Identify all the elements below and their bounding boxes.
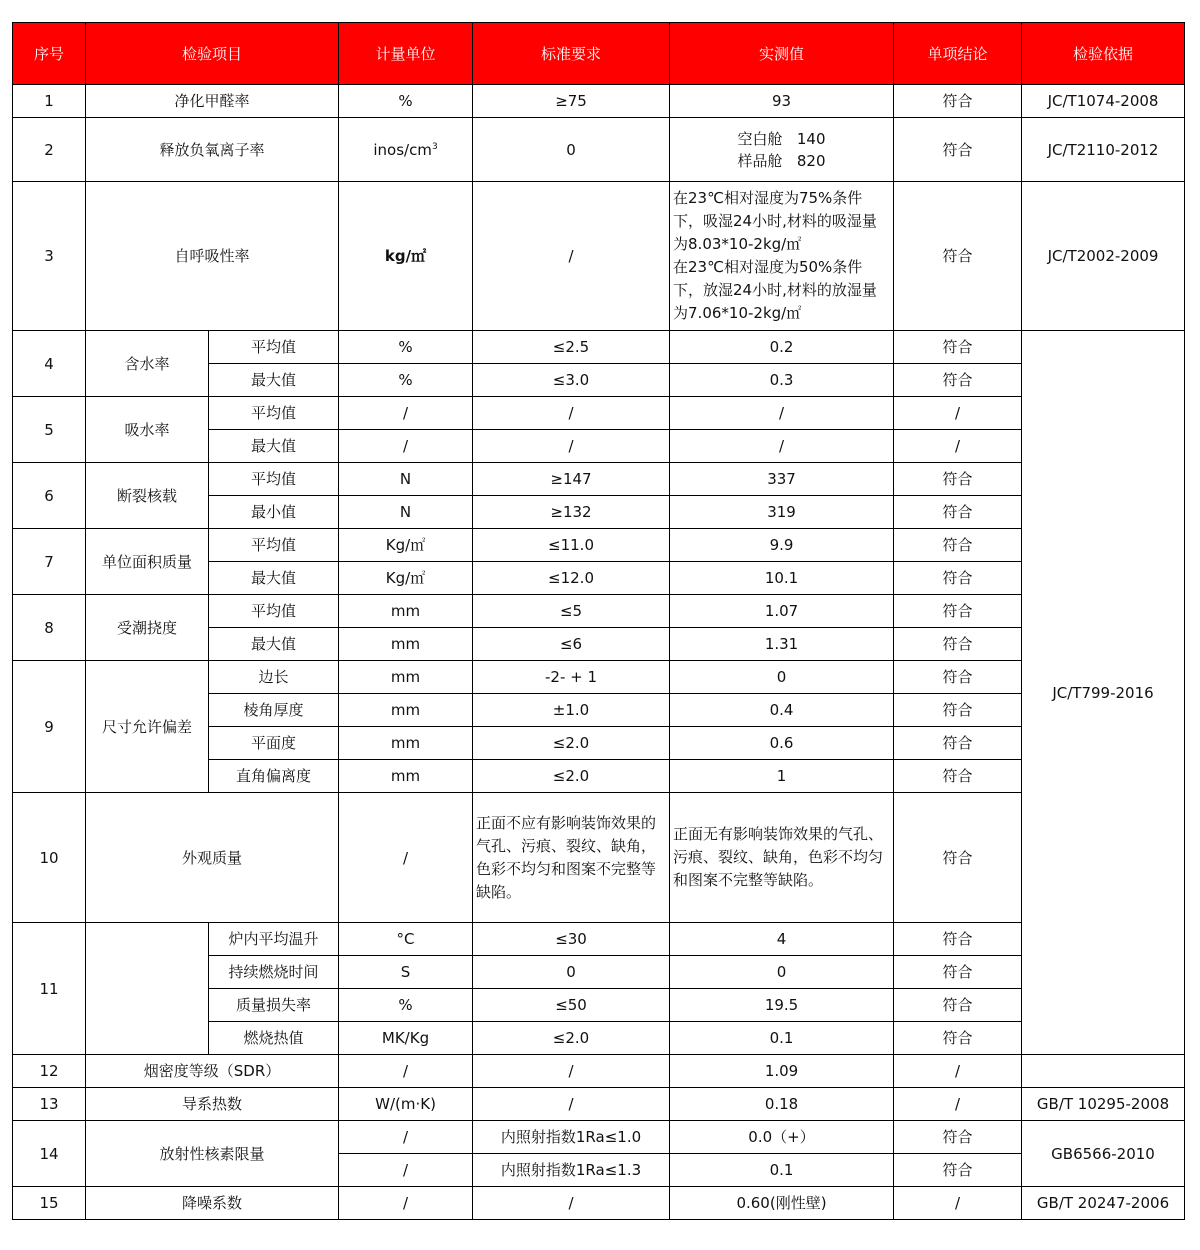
row-no: 1 — [13, 85, 86, 118]
row-no: 10 — [13, 793, 86, 923]
row-measured: 0.60(刚性壁) — [670, 1187, 894, 1220]
row-measured: 0.18 — [670, 1088, 894, 1121]
row-unit: mm — [339, 661, 473, 694]
row-conclusion: 符合 — [894, 727, 1022, 760]
measured-line-blank: 空白舱 140 — [737, 129, 826, 148]
row-measured: / — [670, 397, 894, 430]
row-conclusion: 符合 — [894, 956, 1022, 989]
row-requirement: 0 — [473, 956, 670, 989]
row-item: 尺寸允许偏差 — [86, 661, 209, 793]
row-requirement: ≥132 — [473, 496, 670, 529]
row-unit: mm — [339, 694, 473, 727]
row-item: 烟密度等级（SDR） — [86, 1055, 339, 1088]
row-measured: 0.1 — [670, 1022, 894, 1055]
row-unit: % — [339, 85, 473, 118]
row-conclusion: 符合 — [894, 182, 1022, 331]
row-no: 14 — [13, 1121, 86, 1187]
row-requirement: ≤12.0 — [473, 562, 670, 595]
row-subitem: 最大值 — [209, 430, 339, 463]
row-unit: % — [339, 331, 473, 364]
unit-superscript: 3 — [431, 141, 438, 152]
row-subitem: 燃烧热值 — [209, 1022, 339, 1055]
row-no: 4 — [13, 331, 86, 397]
row-no: 9 — [13, 661, 86, 793]
row-conclusion: 符合 — [894, 793, 1022, 923]
row-subitem: 直角偏离度 — [209, 760, 339, 793]
row-basis: JC/T2110-2012 — [1022, 118, 1185, 182]
row-subitem: 平均值 — [209, 529, 339, 562]
row-item — [86, 923, 209, 1055]
unit-base: inos/cm — [373, 140, 432, 159]
row-requirement: ≤2.0 — [473, 760, 670, 793]
header-requirement: 标准要求 — [473, 23, 670, 85]
row-unit: % — [339, 364, 473, 397]
row-measured: 0.6 — [670, 727, 894, 760]
row-measured: 0 — [670, 956, 894, 989]
row-subitem: 最小值 — [209, 496, 339, 529]
row-unit: mm — [339, 628, 473, 661]
row-subitem: 炉内平均温升 — [209, 923, 339, 956]
row-conclusion: 符合 — [894, 1154, 1022, 1187]
table-row — [13, 182, 1185, 331]
row-requirement: ≤2.5 — [473, 331, 670, 364]
row-unit: / — [339, 430, 473, 463]
row-requirement: / — [473, 182, 670, 331]
row-unit: mm — [339, 727, 473, 760]
row-requirement: ≤50 — [473, 989, 670, 1022]
row-measured: 19.5 — [670, 989, 894, 1022]
row-basis: GB/T 10295-2008 — [1022, 1088, 1185, 1121]
row-item: 吸水率 — [86, 397, 209, 463]
row-basis: JC/T1074-2008 — [1022, 85, 1185, 118]
row-measured: 1.09 — [670, 1055, 894, 1088]
row-item: 外观质量 — [86, 793, 339, 923]
table-row — [13, 85, 1185, 118]
row-unit: N — [339, 496, 473, 529]
row-requirement: ≤30 — [473, 923, 670, 956]
row-subitem: 棱角厚度 — [209, 694, 339, 727]
row-subitem: 边长 — [209, 661, 339, 694]
table-row — [13, 118, 1185, 182]
header-no: 序号 — [13, 23, 86, 85]
row-conclusion: 符合 — [894, 529, 1022, 562]
row-item: 导系热数 — [86, 1088, 339, 1121]
row-conclusion: 符合 — [894, 1121, 1022, 1154]
table-row — [13, 923, 1185, 956]
row-no: 3 — [13, 182, 86, 331]
row-measured: 319 — [670, 496, 894, 529]
row-item: 含水率 — [86, 331, 209, 397]
row-item: 受潮挠度 — [86, 595, 209, 661]
row-subitem: 持续燃烧时间 — [209, 956, 339, 989]
row-conclusion: 符合 — [894, 923, 1022, 956]
row-subitem: 最大值 — [209, 364, 339, 397]
row-unit: °C — [339, 923, 473, 956]
header-item: 检验项目 — [86, 23, 339, 85]
table-row — [13, 331, 1185, 364]
row-requirement: ≤5 — [473, 595, 670, 628]
row-basis: JC/T799-2016 — [1022, 331, 1185, 1055]
row-conclusion: / — [894, 1187, 1022, 1220]
header-basis: 检验依据 — [1022, 23, 1185, 85]
row-conclusion: 符合 — [894, 562, 1022, 595]
row-item: 释放负氧离子率 — [86, 118, 339, 182]
row-measured: 0.4 — [670, 694, 894, 727]
row-measured: / — [670, 430, 894, 463]
row-basis: JC/T2002-2009 — [1022, 182, 1185, 331]
row-basis: GB6566-2010 — [1022, 1121, 1185, 1187]
row-no: 12 — [13, 1055, 86, 1088]
row-measured: 0.3 — [670, 364, 894, 397]
row-conclusion: 符合 — [894, 496, 1022, 529]
header-measured: 实测值 — [670, 23, 894, 85]
row-no: 11 — [13, 923, 86, 1055]
row-unit: / — [339, 1187, 473, 1220]
row-conclusion: / — [894, 430, 1022, 463]
row-requirement: ≤2.0 — [473, 727, 670, 760]
row-conclusion: 符合 — [894, 694, 1022, 727]
header-conclusion: 单项结论 — [894, 23, 1022, 85]
row-unit: Kg/㎡ — [339, 529, 473, 562]
table-row — [13, 529, 1185, 562]
row-item: 单位面积质量 — [86, 529, 209, 595]
row-unit: % — [339, 989, 473, 1022]
row-conclusion: 符合 — [894, 331, 1022, 364]
row-conclusion: 符合 — [894, 661, 1022, 694]
row-unit: S — [339, 956, 473, 989]
row-measured: 0.1 — [670, 1154, 894, 1187]
row-requirement: / — [473, 1187, 670, 1220]
table-row — [13, 661, 1185, 694]
row-subitem: 平均值 — [209, 397, 339, 430]
row-measured: 10.1 — [670, 562, 894, 595]
row-measured: 正面无有影响装饰效果的气孔、污痕、裂纹、缺角，色彩不均匀和图案不完整等缺陷。 — [670, 793, 894, 923]
row-requirement: ≤11.0 — [473, 529, 670, 562]
row-requirement: 0 — [473, 118, 670, 182]
row-unit: MK/Kg — [339, 1022, 473, 1055]
row-requirement: ≤6 — [473, 628, 670, 661]
row-conclusion: 符合 — [894, 364, 1022, 397]
row-unit — [339, 118, 473, 182]
row-subitem: 平均值 — [209, 331, 339, 364]
row-unit: / — [339, 1121, 473, 1154]
row-unit: / — [339, 397, 473, 430]
row-requirement: / — [473, 1055, 670, 1088]
row-item: 降噪系数 — [86, 1187, 339, 1220]
row-measured: 在23℃相对湿度为75%条件下，吸湿24小时,材料的吸湿量为8.03*10-2kg/㎡ 在23℃相对湿度为50%条件下，放湿24小时,材料的放湿量为7.06*10-2kg/㎡ — [670, 182, 894, 331]
row-conclusion: 符合 — [894, 85, 1022, 118]
header-unit: 计量单位 — [339, 23, 473, 85]
row-requirement: ≤2.0 — [473, 1022, 670, 1055]
row-conclusion: / — [894, 1055, 1022, 1088]
table-row — [13, 793, 1185, 923]
row-no: 13 — [13, 1088, 86, 1121]
row-requirement: / — [473, 397, 670, 430]
row-requirement: ±1.0 — [473, 694, 670, 727]
header-row — [13, 23, 1185, 85]
measured-line-sample: 样品舱 820 — [737, 151, 826, 170]
row-subitem: 质量损失率 — [209, 989, 339, 1022]
row-requirement: 内照射指数1Ra≤1.0 — [473, 1121, 670, 1154]
row-conclusion: 符合 — [894, 760, 1022, 793]
row-no: 8 — [13, 595, 86, 661]
row-requirement: ≥147 — [473, 463, 670, 496]
row-requirement: 正面不应有影响装饰效果的气孔、污痕、裂纹、缺角，色彩不均匀和图案不完整等缺陷。 — [473, 793, 670, 923]
row-requirement: / — [473, 1088, 670, 1121]
row-unit: / — [339, 1055, 473, 1088]
row-conclusion: 符合 — [894, 463, 1022, 496]
row-measured — [670, 118, 894, 182]
row-measured: 337 — [670, 463, 894, 496]
row-unit: / — [339, 793, 473, 923]
row-conclusion: 符合 — [894, 118, 1022, 182]
row-no: 15 — [13, 1187, 86, 1220]
row-measured: 1.07 — [670, 595, 894, 628]
row-unit: Kg/㎡ — [339, 562, 473, 595]
row-subitem: 最大值 — [209, 628, 339, 661]
row-measured: 1 — [670, 760, 894, 793]
row-measured: 9.9 — [670, 529, 894, 562]
table-row — [13, 397, 1185, 430]
row-subitem: 平均值 — [209, 595, 339, 628]
row-subitem: 最大值 — [209, 562, 339, 595]
row-conclusion: 符合 — [894, 1022, 1022, 1055]
inspection-report-table — [12, 22, 1185, 1220]
row-item: 放射性核素限量 — [86, 1121, 339, 1187]
row-subitem: 平面度 — [209, 727, 339, 760]
row-requirement: ≤3.0 — [473, 364, 670, 397]
row-conclusion: 符合 — [894, 628, 1022, 661]
row-unit: N — [339, 463, 473, 496]
row-no: 6 — [13, 463, 86, 529]
row-conclusion: / — [894, 397, 1022, 430]
row-item: 自呼吸性率 — [86, 182, 339, 331]
row-measured: 93 — [670, 85, 894, 118]
row-requirement: 内照射指数1Ra≤1.3 — [473, 1154, 670, 1187]
row-unit: kg/㎡ — [339, 182, 473, 331]
row-item: 断裂核载 — [86, 463, 209, 529]
row-measured: 0.0（+） — [670, 1121, 894, 1154]
row-requirement: / — [473, 430, 670, 463]
row-unit: / — [339, 1154, 473, 1187]
row-basis: GB/T 20247-2006 — [1022, 1187, 1185, 1220]
row-conclusion: 符合 — [894, 989, 1022, 1022]
row-measured: 0 — [670, 661, 894, 694]
row-requirement: ≥75 — [473, 85, 670, 118]
table-row — [13, 1088, 1185, 1121]
row-unit: mm — [339, 595, 473, 628]
table-row — [13, 1187, 1185, 1220]
table-row — [13, 1121, 1185, 1154]
row-subitem: 平均值 — [209, 463, 339, 496]
table-row — [13, 1055, 1185, 1088]
row-no: 5 — [13, 397, 86, 463]
row-item: 净化甲醛率 — [86, 85, 339, 118]
row-no: 2 — [13, 118, 86, 182]
table-row — [13, 595, 1185, 628]
row-measured: 1.31 — [670, 628, 894, 661]
row-conclusion: / — [894, 1088, 1022, 1121]
row-measured: 4 — [670, 923, 894, 956]
row-unit: W/(m·K) — [339, 1088, 473, 1121]
row-no: 7 — [13, 529, 86, 595]
row-requirement: -2- + 1 — [473, 661, 670, 694]
row-measured: 0.2 — [670, 331, 894, 364]
row-conclusion: 符合 — [894, 595, 1022, 628]
row-unit: mm — [339, 760, 473, 793]
table-row — [13, 463, 1185, 496]
